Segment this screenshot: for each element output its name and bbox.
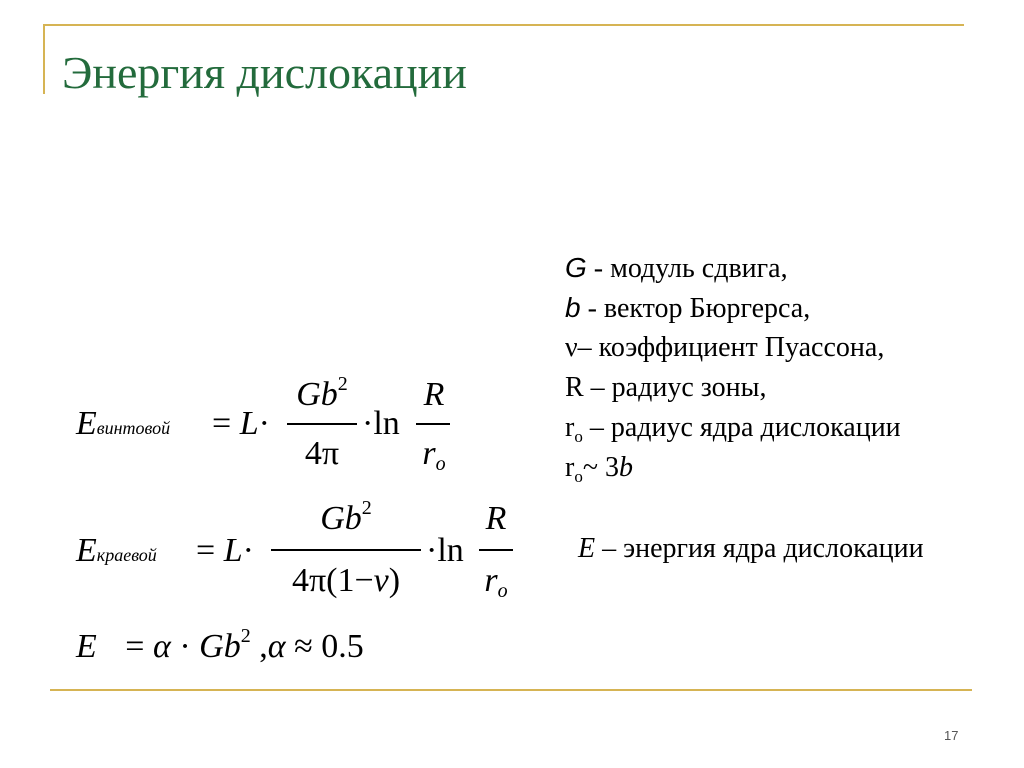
formula-edge-r-bar	[479, 549, 513, 551]
formula-screw-dot1: ·	[258, 405, 270, 442]
formula-edge-l: L	[223, 532, 243, 569]
formula-edge-denominator	[270, 562, 422, 600]
slide-title: Энергия дислокации	[62, 47, 467, 98]
legend-e-symbol: E	[578, 533, 596, 564]
legend-r0b-base: r	[565, 452, 575, 483]
legend-r0-base: r	[565, 412, 575, 443]
formula-screw-r-num: R	[423, 376, 445, 413]
formula-screw-fraction-bar	[287, 423, 357, 425]
formula-edge-eq: =	[196, 532, 224, 569]
formula-edge-r-den-base: r	[484, 562, 498, 599]
formula-screw-num-text: Gb	[296, 376, 338, 413]
formula-edge-ln	[426, 532, 464, 570]
legend-nu-text: – коэффициент Пуассона,	[577, 332, 885, 363]
formula-screw-r-den	[414, 435, 454, 473]
legend-r0b-sub: o	[574, 467, 583, 486]
formula-core-dot: ·	[170, 628, 200, 665]
formula-core-energy	[76, 625, 364, 666]
formula-edge-num-text: Gb	[320, 500, 362, 537]
formula-screw-e-sub: винтовой	[96, 418, 171, 438]
formula-screw-lhs	[76, 405, 170, 443]
formula-core-alpha2: α	[267, 628, 286, 665]
formula-screw-l: L	[239, 405, 259, 442]
formula-core-comma: ,	[250, 628, 268, 665]
legend-e-text: – энергия ядра дислокации	[595, 533, 924, 564]
top-border-line	[43, 24, 964, 26]
legend-core-energy	[578, 533, 924, 565]
page-number: 17	[944, 728, 959, 743]
legend-r0b-b: b	[618, 452, 633, 483]
formula-screw-eq: =	[212, 405, 240, 442]
formula-screw-denominator: 4π	[304, 435, 340, 472]
formula-core-sup: 2	[240, 625, 251, 647]
formula-edge-den-open: (1−	[326, 562, 374, 599]
formula-screw-r-den-base: r	[422, 435, 436, 472]
formula-screw-num-sup: 2	[337, 373, 348, 395]
formula-core-approx: ≈ 0.5	[285, 628, 364, 665]
formula-screw-ln	[362, 405, 400, 443]
formula-edge-numerator	[270, 497, 422, 538]
formula-screw-r-den-sub: o	[435, 453, 446, 475]
formula-edge-eq-l	[196, 532, 254, 570]
legend-r0b-text: ~ 3	[582, 452, 619, 483]
formula-edge-den-close: )	[388, 562, 401, 599]
formula-screw-r-bar	[416, 423, 450, 425]
formula-core-alpha: α	[152, 628, 171, 665]
legend-poisson-ratio	[565, 332, 884, 364]
formula-screw-e: E	[76, 405, 97, 442]
formula-edge-dot1: ·	[242, 532, 254, 569]
formula-edge-fraction-bar	[271, 549, 421, 551]
formula-core-eq: =	[116, 628, 153, 665]
formula-screw-ln-text: ln	[373, 405, 400, 442]
formula-core-e: E	[76, 628, 97, 665]
formula-screw-dot2: ·	[362, 405, 374, 442]
formula-edge-r-den-sub: o	[497, 580, 508, 602]
formula-edge-r-den	[476, 562, 516, 600]
formula-screw-eq-l	[212, 405, 270, 443]
legend-core-radius-estimate	[565, 452, 633, 484]
formula-edge-lhs	[76, 532, 157, 570]
formula-edge-num-sup: 2	[361, 497, 372, 519]
formula-edge-den-nu: ν	[373, 562, 389, 599]
legend-b-text: - вектор Бюргерса,	[580, 293, 811, 324]
formula-edge-r-num: R	[485, 500, 507, 537]
formula-edge-den-4pi: 4π	[291, 562, 327, 599]
formula-edge-e: E	[76, 532, 97, 569]
formula-core-gb: Gb	[199, 628, 241, 665]
legend-r0-sub: o	[574, 427, 583, 446]
formula-edge-e-sub: краевой	[96, 545, 157, 565]
left-border-line	[43, 24, 45, 94]
formula-edge-ln-text: ln	[437, 532, 464, 569]
legend-nu-symbol: ν	[565, 332, 578, 363]
legend-r0-text: – радиус ядра дислокации	[582, 412, 901, 443]
legend-g-symbol: G	[565, 252, 587, 283]
formula-edge-dot2: ·	[426, 532, 438, 569]
legend-burgers-vector	[565, 292, 810, 325]
formula-screw-numerator	[285, 373, 359, 414]
legend-zone-radius: R – радиус зоны,	[565, 372, 767, 403]
legend-g-text: - модуль сдвига,	[586, 253, 788, 284]
legend-shear-modulus	[565, 252, 788, 285]
bottom-border-line	[50, 689, 972, 691]
legend-b-symbol: b	[565, 292, 581, 323]
legend-core-radius	[565, 412, 901, 444]
